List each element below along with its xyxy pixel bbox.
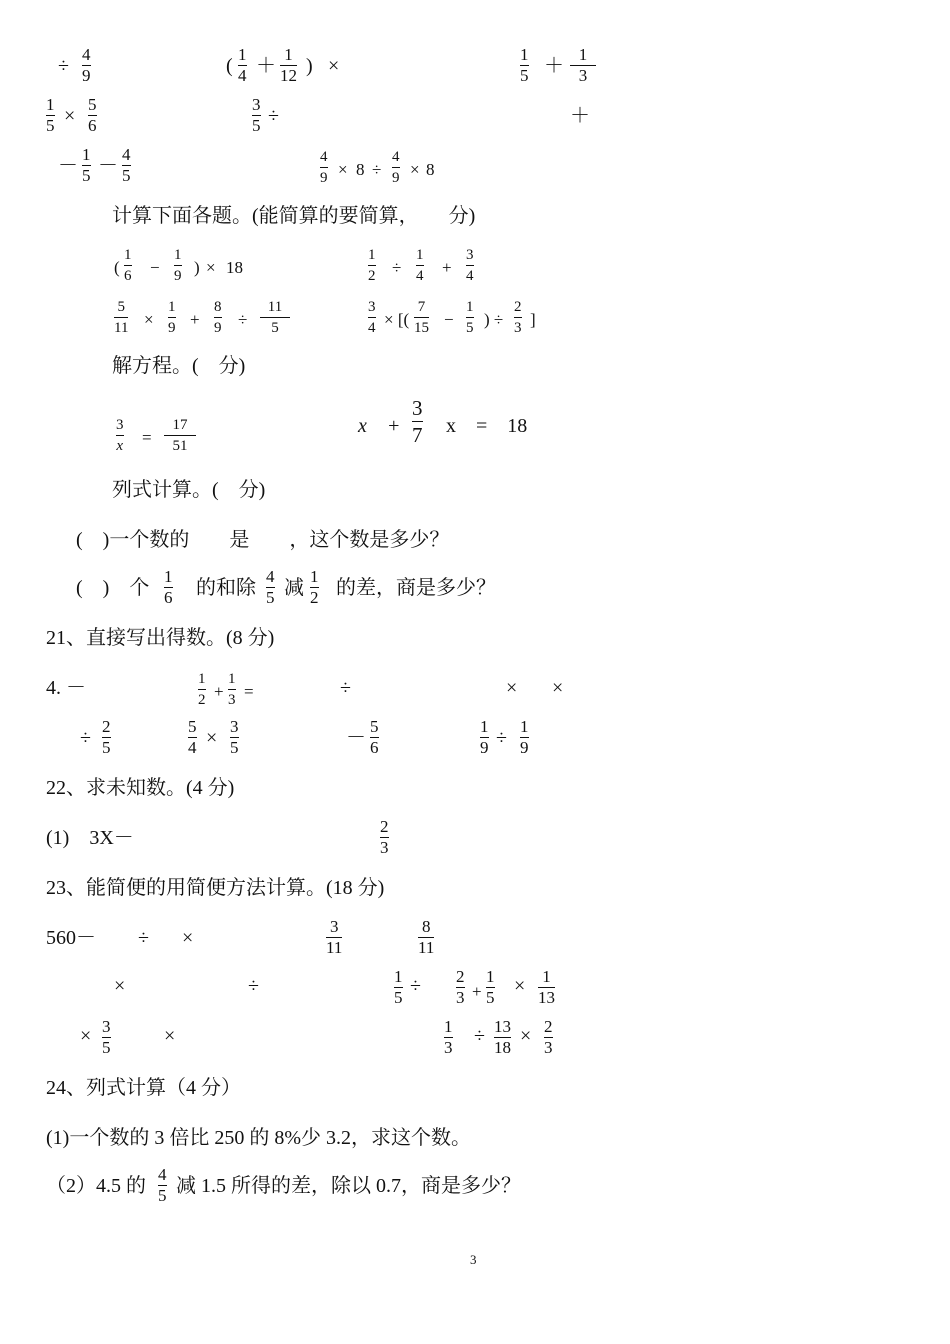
fraction: 8 11 xyxy=(418,917,435,957)
fraction: 2 3 xyxy=(514,299,522,336)
fraction: 3 5 xyxy=(252,95,261,135)
times-sign: × xyxy=(206,258,216,277)
question-21: 21、直接写出得数。(8 分) xyxy=(46,627,275,649)
fraction: 3 4 xyxy=(466,247,474,284)
equation-lhs: x + xyxy=(358,415,401,437)
plus-sign: + xyxy=(442,258,452,277)
fraction: 2 3 xyxy=(544,1017,553,1057)
word-problem-2: 的差，商是多少？ xyxy=(336,577,496,599)
page-number: 3 xyxy=(470,1252,477,1267)
fraction: 1 2 xyxy=(368,247,376,284)
section-heading: 列式计算。( 分) xyxy=(112,479,266,501)
lparen: ( xyxy=(114,258,120,277)
equation-rhs: x = 18 xyxy=(446,415,528,437)
fraction: 1 3 xyxy=(570,46,596,85)
equals-sign: = xyxy=(142,428,152,447)
div-sign: ÷ xyxy=(238,310,248,329)
expr-part: 8 xyxy=(356,160,365,179)
fraction: 3 5 xyxy=(230,717,239,757)
fraction: 1 3 xyxy=(444,1017,453,1057)
fraction: 3 11 xyxy=(326,917,343,957)
fraction: 3 5 xyxy=(102,1017,111,1057)
rparen: ) xyxy=(194,258,200,277)
div-sign: ÷ xyxy=(138,927,149,949)
expr-part: 8 xyxy=(426,160,435,179)
minus-sign: － xyxy=(346,727,366,749)
fraction: 1 5 xyxy=(520,45,529,85)
plus-sign: ＋ xyxy=(570,105,590,127)
fraction: 7 15 xyxy=(414,299,429,336)
fraction: 1 2 xyxy=(198,671,206,708)
expr-3x: (1) 3X－ xyxy=(46,827,134,849)
number: 18 xyxy=(226,258,243,277)
minus-sign: − xyxy=(150,258,160,277)
question-24-2: （2）4.5 的 xyxy=(46,1175,146,1197)
div-sign: ÷ xyxy=(410,975,421,997)
expr-560: 560－ xyxy=(46,927,96,949)
fraction: 1 13 xyxy=(538,967,555,1007)
plus-sign: ＋ xyxy=(256,55,276,77)
minus-sign: － xyxy=(98,155,118,177)
question-23: 23、能简便的用简便方法计算。(18 分) xyxy=(46,877,385,899)
fraction: 1 5 xyxy=(82,145,91,185)
plus-sign: + xyxy=(214,682,224,701)
section-heading: 解方程。( 分) xyxy=(112,355,246,377)
times-sign: × xyxy=(182,927,194,949)
fraction: 8 9 xyxy=(214,299,222,336)
question-22: 22、求未知数。(4 分) xyxy=(46,777,235,799)
fraction: 1 4 xyxy=(416,247,424,284)
fraction: 1 9 xyxy=(168,299,176,336)
fraction: 4 9 xyxy=(320,149,328,186)
word-problem-1: ( )一个数的 是 ，这个数是多少？ xyxy=(76,529,450,551)
fraction: 5 6 xyxy=(370,717,379,757)
expr-four-minus: 4. － xyxy=(46,677,86,699)
expr-part: ÷ xyxy=(372,160,382,179)
fraction: 3 4 xyxy=(368,299,376,336)
div-sign: ÷ xyxy=(248,975,259,997)
times-sign: × xyxy=(206,727,218,749)
fraction: 3 7 xyxy=(412,396,423,447)
fraction: 1 9 xyxy=(480,717,489,757)
fraction: 5 11 xyxy=(114,299,129,336)
minus-sign: − xyxy=(444,310,454,329)
div-sign: ÷ xyxy=(474,1025,485,1047)
fraction: 3 x xyxy=(116,417,124,454)
question-24-2: 减 1.5 所得的差，除以 0.7，商是多少？ xyxy=(176,1175,521,1197)
bracket-end: ] xyxy=(530,310,536,329)
fraction: 17 51 xyxy=(164,416,196,455)
times-sign: × xyxy=(164,1025,176,1047)
times-sign: × xyxy=(144,310,154,329)
fraction: 4 9 xyxy=(392,149,400,186)
fraction: 5 6 xyxy=(88,95,97,135)
div-sign: ÷ xyxy=(58,55,69,77)
times-sign: × xyxy=(64,105,76,127)
word-problem-2: 减 xyxy=(284,577,304,599)
bracket-close: ) ÷ xyxy=(484,310,504,329)
fraction: 4 5 xyxy=(158,1165,167,1205)
plus-sign: + xyxy=(472,982,482,1001)
fraction: 4 9 xyxy=(82,45,91,85)
times-sign: × xyxy=(328,55,340,77)
fraction: 5 4 xyxy=(188,717,197,757)
question-24: 24、列式计算（4 分） xyxy=(46,1077,241,1099)
fraction: 1 6 xyxy=(164,567,173,607)
div-sign: ÷ xyxy=(496,727,507,749)
equals-sign: = xyxy=(244,682,254,701)
bracket-open: × [( xyxy=(384,310,410,329)
section-heading: 计算下面各题。(能简算的要简算， 分) xyxy=(112,205,476,227)
fraction: 4 5 xyxy=(266,567,275,607)
question-24-1: (1)一个数的 3 倍比 250 的 8%少 3.2，求这个数。 xyxy=(46,1127,471,1149)
fraction: 1 9 xyxy=(174,247,182,284)
fraction: 1 2 xyxy=(310,567,319,607)
fraction: 1 5 xyxy=(466,299,474,336)
div-sign: ÷ xyxy=(340,677,351,699)
fraction: 2 3 xyxy=(380,817,389,857)
fraction: 1 3 xyxy=(228,671,236,708)
times-sign: × xyxy=(514,975,526,997)
plus-sign: ＋ xyxy=(544,55,564,77)
div-sign: ÷ xyxy=(80,727,91,749)
expr-part: × xyxy=(338,160,348,179)
fraction: 4 5 xyxy=(122,145,131,185)
fraction: 1 5 xyxy=(46,95,55,135)
fraction: 1 5 xyxy=(394,967,403,1007)
word-problem-2: ( ) 个 xyxy=(76,577,150,599)
times-sign: × xyxy=(520,1025,532,1047)
times-sign: × xyxy=(114,975,126,997)
fraction: 1 9 xyxy=(520,717,529,757)
fraction: 13 18 xyxy=(494,1017,511,1057)
fraction: 1 6 xyxy=(124,247,132,284)
plus-sign: + xyxy=(190,310,200,329)
times-sign: × xyxy=(80,1025,92,1047)
div-sign: ÷ xyxy=(268,105,279,127)
times-sign: × xyxy=(506,677,518,699)
lparen: ( xyxy=(226,55,233,77)
minus-sign: － xyxy=(58,155,78,177)
fraction: 2 5 xyxy=(102,717,111,757)
times-sign: × xyxy=(552,677,564,699)
rparen: ) xyxy=(306,55,313,77)
fraction: 1 4 xyxy=(238,45,247,85)
fraction: 11 5 xyxy=(260,298,290,337)
expr-part: × xyxy=(410,160,420,179)
word-problem-2: 的和除 xyxy=(196,577,256,599)
fraction: 2 3 xyxy=(456,967,465,1007)
fraction: 1 12 xyxy=(280,45,297,85)
div-sign: ÷ xyxy=(392,258,402,277)
fraction: 1 5 xyxy=(486,967,495,1007)
